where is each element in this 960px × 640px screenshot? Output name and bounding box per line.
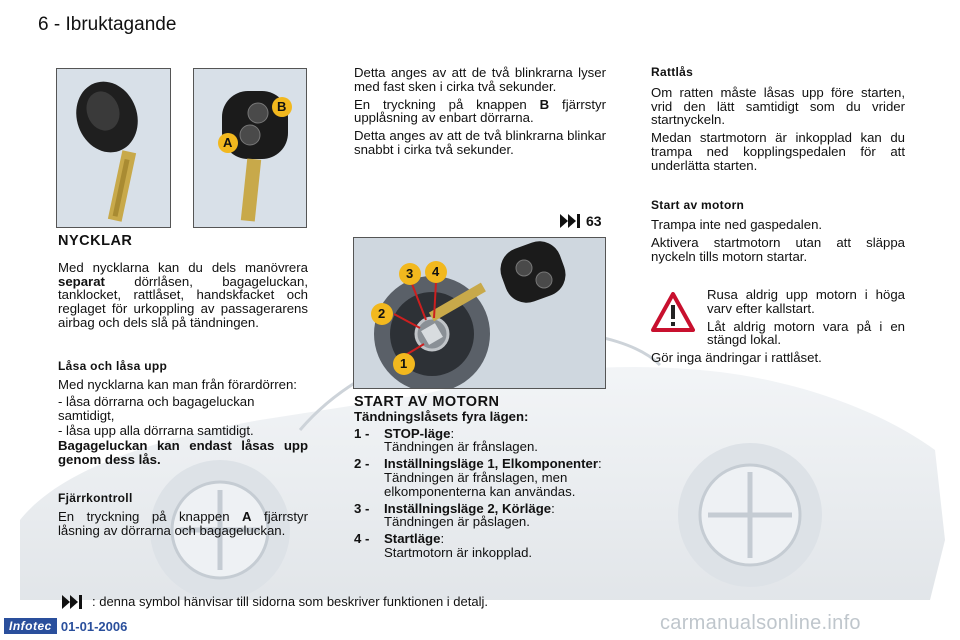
- position-desc: Tändningen är frånslagen.: [384, 439, 538, 455]
- remote-unlock-info: En tryckning på knappen B fjärrstyr upplåsning av enbart dörrarna.: [354, 96, 606, 126]
- warning-p1: Rusa aldrig upp motorn i höga varv efter kallstart.: [707, 287, 905, 316]
- footer-date: 01-01-2006: [60, 618, 128, 634]
- footer-brand: [4, 618, 127, 634]
- ignition-lock-photo: [353, 237, 606, 389]
- reference-page-number: 63: [586, 213, 602, 229]
- steering-lock-p2: Medan startmotorn är inkopplad kan du trampa ned kopplingspedalen för att underlätta starten.: [651, 130, 905, 173]
- label-b-badge: B: [277, 99, 287, 114]
- watermark: carmanualsonline.info: [660, 612, 861, 634]
- column-remote: [354, 66, 606, 161]
- position-row: 3 - Inställningsläge 2, Körläge:: [354, 500, 555, 516]
- page-reference[interactable]: [560, 213, 602, 229]
- ignition-label-3: 3: [406, 266, 414, 281]
- remote-lock-info: Detta anges av att de två blinkrarna lyser med fast sken i cirka två sekunder.: [354, 65, 606, 94]
- warning-triangle-icon: [651, 292, 695, 332]
- remote-unlock-signal: Detta anges av att de två blinkrarna blinkar snabbt i cirka två sekunder.: [354, 128, 606, 157]
- lock-item-1: - låsa dörrarna och bagageluckan samtidigt,: [58, 394, 255, 424]
- column-keys: [58, 235, 308, 542]
- label-a-badge: A: [223, 135, 233, 150]
- position-row: 2 - Inställningsläge 1, Elkomponenter:: [354, 456, 602, 472]
- lock-item-2: - låsa upp alla dörrarna samtidigt.: [58, 422, 254, 438]
- keys-intro: Med nycklarna kan du dels manövrera separat dörrlåsen, bagageluckan, tanklocket, rattlåset, handskfacket och reglaget för urkoppling av passagerarens airbag och dels slå på tändningen.: [58, 259, 308, 330]
- fast-forward-icon: [560, 214, 580, 228]
- column-steering: [651, 66, 905, 268]
- remote-text: En tryckning på knappen A fjärrstyr låsning av dörrarna och bagageluckan.: [58, 509, 308, 538]
- warning-p3: Gör inga ändringar i rattlåset.: [651, 350, 822, 366]
- engine-start-p1: Trampa inte ned gaspedalen.: [651, 217, 823, 233]
- ignition-label-1: 1: [400, 356, 408, 371]
- section-title: Ibruktagande: [65, 14, 177, 35]
- fast-forward-icon: [62, 595, 82, 609]
- page-header: 6 - Ibruktagande: [38, 14, 177, 35]
- position-row: 4 - Startläge:: [354, 531, 445, 547]
- steering-lock-p1: Om ratten måste låsas upp före starten, vrid den lätt samtidigt som du vrider startnyckeln.: [651, 84, 905, 128]
- lock-text: Med nycklarna kan man från förardörren:: [58, 376, 297, 392]
- warning-p2: Låt aldrig motorn vara på i en stängd lokal.: [707, 318, 905, 348]
- lock-note: Bagageluckan kan endast låsas upp genom dess lås.: [58, 437, 308, 467]
- infotec-logo: Infotec: [4, 618, 57, 634]
- steering-lock-title: Rattlås: [651, 65, 694, 79]
- position-desc: Startmotorn är inkopplad.: [384, 544, 533, 560]
- ignition-label-2: 2: [378, 306, 386, 321]
- position-desc: Tändningen är påslagen.: [384, 514, 530, 530]
- ignition-label-4: 4: [432, 264, 440, 279]
- start-section: [354, 396, 606, 563]
- lock-title: Låsa och låsa upp: [58, 358, 168, 373]
- start-subtitle: Tändningslåsets fyra lägen:: [354, 408, 529, 424]
- engine-start-title: Start av motorn: [651, 197, 745, 212]
- keys-title: NYCKLAR: [58, 233, 133, 249]
- key-photo-closed: [56, 68, 171, 228]
- key-photo-buttons: [193, 68, 307, 228]
- warning-box: [651, 288, 905, 365]
- start-title: START AV MOTORN: [354, 394, 500, 410]
- page-number: 6: [38, 14, 49, 35]
- footnote-text: : denna symbol hänvisar till sidorna som beskriver funktionen i detalj.: [92, 594, 488, 609]
- symbol-footnote: [62, 594, 488, 609]
- position-row: 1 - STOP-läge:: [354, 425, 455, 441]
- engine-start-p2: Aktivera startmotorn utan att släppa nyckeln tills motorn startar.: [651, 235, 905, 264]
- remote-title: Fjärrkontroll: [58, 491, 133, 506]
- position-desc: Tändningen är frånslagen, men elkomponenterna kan användas.: [384, 469, 576, 499]
